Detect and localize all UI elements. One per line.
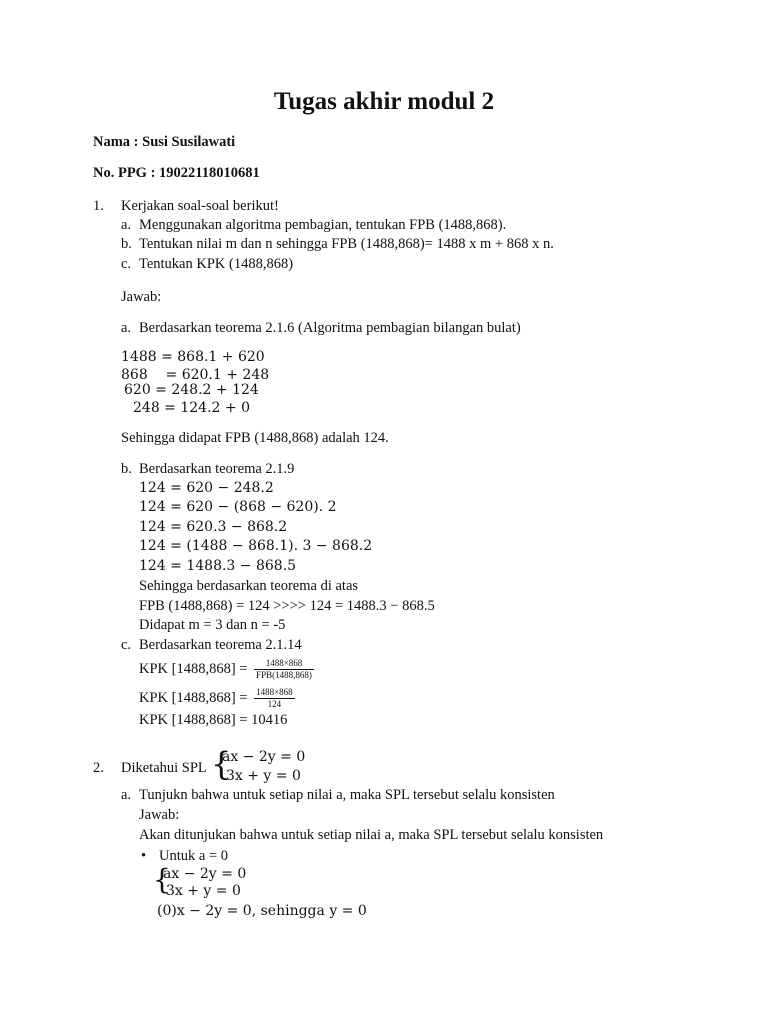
answer-b-text-2: FPB (1488,868) = 124 >>>> 124 = 1488.3 − 868.5: [139, 598, 435, 614]
kpk-substitution-denominator: 124: [267, 699, 282, 709]
euclid-back-step-2: 124 = 620 − (868 − 620). 2: [139, 499, 337, 515]
kpk-substitution-line: [139, 687, 295, 710]
question-1c: c. Tentukan KPK (1488,868): [121, 256, 294, 272]
kpk-substitution-numerator: 1488×868: [256, 687, 293, 697]
division-step-2: 868 = 620.1 + 248: [121, 367, 270, 383]
case-bullet-text: Untuk a = 0: [159, 848, 228, 864]
question-1-text: Kerjakan soal-soal berikut!: [121, 198, 279, 214]
division-step-4: 248 = 124.2 + 0: [133, 400, 250, 416]
bullet-icon: •: [141, 848, 147, 864]
case-brace-icon: {: [153, 863, 171, 896]
euclid-back-step-1: 124 = 620 − 248.2: [139, 480, 274, 496]
euclid-back-step-5: 124 = 1488.3 − 868.5: [139, 558, 297, 574]
kpk-formula-line: [139, 658, 314, 681]
question-2-answer-heading: Jawab:: [139, 807, 180, 823]
question-1a-text: Menggunakan algoritma pembagian, tentukan FPB (1488,868).: [139, 217, 507, 233]
system-brace-icon: {: [211, 745, 232, 783]
answer-b-text-1: Sehingga berdasarkan teorema di atas: [139, 578, 359, 594]
answer-b-text-3: Didapat m = 3 dan n = -5: [139, 617, 286, 633]
student-ppg-number: No. PPG : 19022118010681: [93, 165, 260, 181]
euclid-back-step-3: 124 = 620.3 − 868.2: [139, 519, 288, 535]
answer-a: a. Berdasarkan teorema 2.1.6 (Algoritma pembagian bilangan bulat): [121, 320, 521, 336]
case-equation-2: 3x + y = 0: [166, 883, 241, 899]
question-1c-text: Tentukan KPK (1488,868): [139, 256, 294, 272]
case-equation-1: ax − 2y = 0: [163, 866, 247, 882]
question-1b: b. Tentukan nilai m dan n sehingga FPB (1488,868)= 1488 x m + 868 x n.: [121, 236, 554, 252]
answer-heading: Jawab:: [121, 289, 162, 305]
question-2a-text: Tunjukn bahwa untuk setiap nilai a, maka SPL tersebut selalu konsisten: [139, 787, 555, 803]
question-1b-text: Tentukan nilai m dan n sehingga FPB (1488,868)= 1488 x m + 868 x n.: [139, 236, 554, 252]
question-2-answer-intro: Akan ditunjukan bahwa untuk setiap nilai a, maka SPL tersebut selalu konsisten: [139, 827, 604, 843]
question-1a: a. Menggunakan algoritma pembagian, tentukan FPB (1488,868).: [121, 217, 507, 233]
student-name: Nama : Susi Susilawati: [93, 134, 236, 150]
question-2a: a. Tunjukn bahwa untuk setiap nilai a, maka SPL tersebut selalu konsisten: [121, 787, 555, 803]
kpk-formula-left: KPK [1488,868] =: [139, 660, 248, 677]
answer-c-label: Berdasarkan teorema 2.1.14: [139, 637, 302, 653]
division-step-1: 1488 = 868.1 + 620: [121, 349, 265, 365]
answer-c: c. Berdasarkan teorema 2.1.14: [121, 637, 302, 653]
euclid-back-step-4: 124 = (1488 − 868.1). 3 − 868.2: [139, 538, 373, 554]
kpk-formula-denominator: FPB(1488,868): [256, 670, 312, 680]
question-2-text: Diketahui SPL: [121, 760, 207, 776]
kpk-result: KPK [1488,868] = 10416: [139, 712, 288, 728]
question-1-number: 1.: [93, 198, 104, 214]
division-step-3: 620 = 248.2 + 124: [124, 382, 259, 398]
question-2-number: 2.: [93, 760, 104, 776]
answer-a-conclusion: Sehingga didapat FPB (1488,868) adalah 124.: [121, 430, 389, 446]
answer-b: b. Berdasarkan teorema 2.1.9: [121, 461, 295, 477]
system-equation-2: 3x + y = 0: [226, 768, 301, 784]
kpk-substitution-left: KPK [1488,868] =: [139, 689, 248, 706]
answer-b-label: Berdasarkan teorema 2.1.9: [139, 461, 295, 477]
kpk-substitution-fraction: [254, 687, 295, 710]
answer-a-label: Berdasarkan teorema 2.1.6 (Algoritma pembagian bilangan bulat): [139, 320, 521, 336]
document-title: Tugas akhir modul 2: [273, 88, 495, 115]
kpk-formula-numerator: 1488×868: [254, 658, 314, 670]
system-equation-1: ax − 2y = 0: [222, 749, 306, 765]
case-result: (0)x − 2y = 0, sehingga y = 0: [157, 903, 367, 919]
kpk-formula-fraction: [254, 658, 314, 681]
